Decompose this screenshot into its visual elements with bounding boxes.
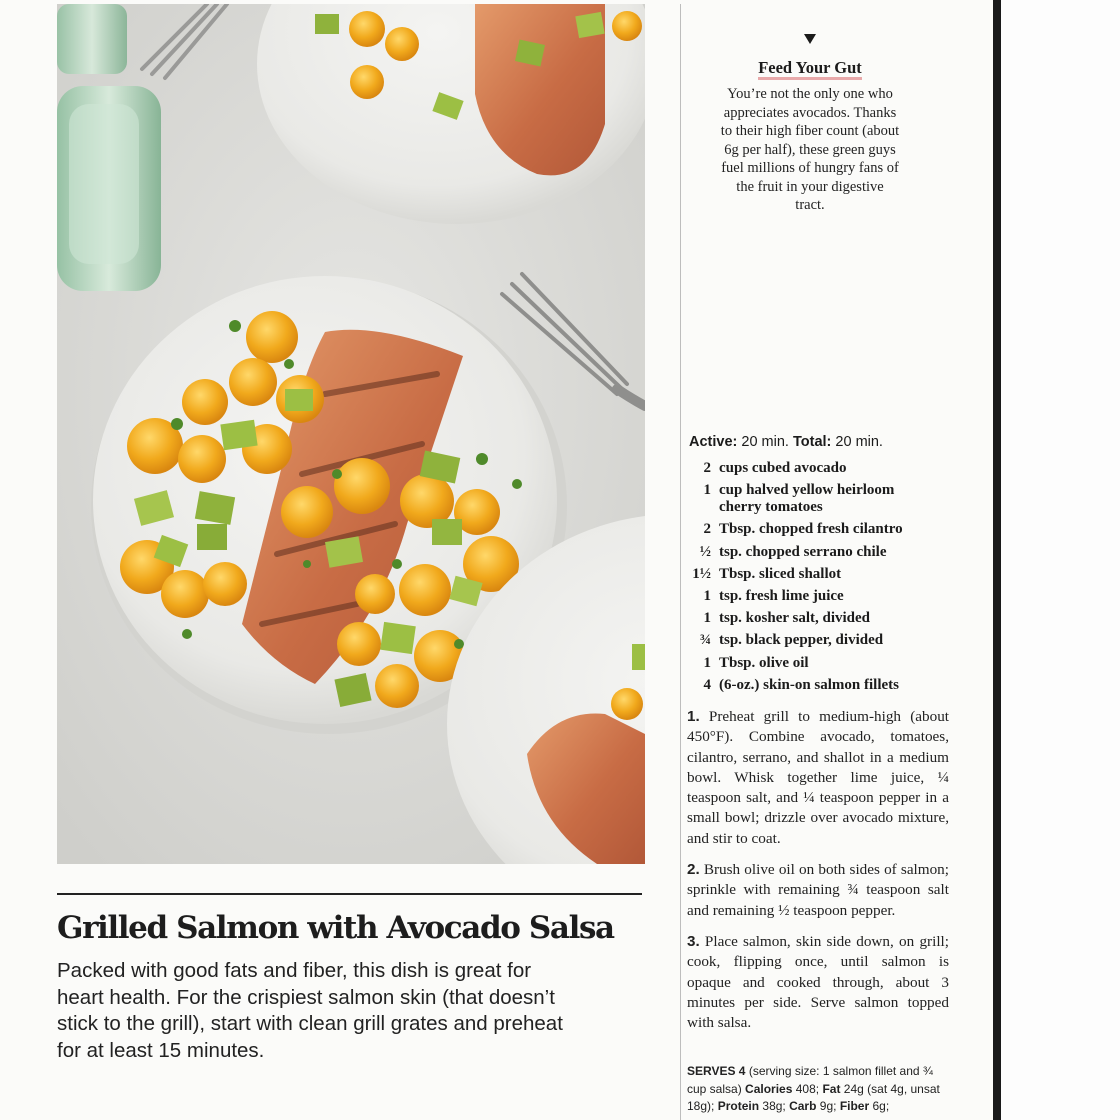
title-rule <box>57 893 642 895</box>
total-label: Total: <box>792 434 832 450</box>
scan-margin <box>1001 0 1120 1120</box>
step-number: 2. <box>687 861 700 879</box>
ingredient-qty: 1 <box>703 587 711 604</box>
step-1 <box>687 707 949 849</box>
sidebar-title-text: Feed Your Gut <box>758 58 862 80</box>
recipe-times <box>689 433 883 451</box>
glass-top <box>57 4 127 74</box>
step-2 <box>687 860 949 921</box>
ingredient-text: tsp. kosher salt, divided <box>719 610 871 627</box>
ingredient-item <box>689 544 989 561</box>
step-text: Preheat grill to medium-high (about 450°F). Combine avocado, tomatoes, cilantro, serrano, and shallot in a medium bowl. Whisk together lime juice, ¼ teaspoon salt, and ¼ teaspoon pepper in a small bowl; drizzle over avocado mixture, and stir to coat. <box>687 708 950 847</box>
ingredient-qty: 2 <box>703 460 711 476</box>
serving-size: (serving size: 1 salmon fillet and ¾ cup salsa) <box>687 1064 933 1096</box>
fiber-label: Fiber <box>839 1099 870 1113</box>
step-number: 1. <box>687 708 700 725</box>
calories-label: Calories <box>745 1081 793 1096</box>
page-edge <box>993 0 1001 1120</box>
food-photo-illustration <box>57 4 645 864</box>
carb-label: Carb <box>789 1099 817 1113</box>
recipe-title: Grilled Salmon with Avocado Salsa <box>57 910 614 946</box>
protein-value: 38g; <box>762 1099 786 1113</box>
active-value: 20 min. <box>741 434 789 450</box>
ingredient-item <box>689 521 989 538</box>
ingredient-text: tsp. black pepper, divided <box>719 632 884 649</box>
column-divider <box>680 4 681 1120</box>
recipe-steps <box>687 707 949 1044</box>
ingredient-text: tsp. chopped serrano chile <box>719 543 887 560</box>
protein-label: Protein <box>717 1099 760 1113</box>
recipe-intro: Packed with good fats and fiber, this dish is great for heart health. For the crispiest salmon skin (that doesn’t stick to the grill), start with clean grill grates and preheat for at least 15 minutes. <box>57 959 563 1062</box>
calories-value: 408; <box>795 1081 820 1096</box>
ingredient-item <box>689 632 989 649</box>
ingredient-text: cup halved yellow heirloom cherry tomatoes <box>719 482 895 516</box>
step-text: Brush olive oil on both sides of salmon; sprinkle with remaining ¾ teaspoon salt and remaining ½ teaspoon pepper. <box>687 861 949 919</box>
fiber-value: 6g; <box>872 1099 890 1113</box>
ingredient-qty: ¾ <box>699 632 711 649</box>
food-photo <box>57 4 645 864</box>
ingredient-text: (6-oz.) skin-on salmon fillets <box>719 676 899 693</box>
ingredient-item <box>689 655 989 672</box>
ingredient-text: tsp. fresh lime juice <box>719 587 844 604</box>
ingredient-text: Tbsp. sliced shallot <box>719 565 842 582</box>
triangle-down-icon <box>804 34 816 44</box>
sidebar-title <box>720 58 900 78</box>
active-label: Active: <box>689 434 738 450</box>
ingredient-item <box>689 482 989 516</box>
ingredient-item <box>689 677 989 694</box>
ingredient-item <box>689 566 989 583</box>
sidebar-body: You’re not the only one who appreciates avocados. Thanks to their high fiber count (about 6g per half), these green guys fuel millions of hungry fans of the fruit in your digestive tract. <box>720 86 900 213</box>
nutrition-info <box>687 1063 949 1116</box>
ingredient-qty: 4 <box>703 676 711 693</box>
fat-label: Fat <box>822 1081 841 1096</box>
ingredient-item <box>689 460 989 477</box>
total-value: 20 min. <box>835 434 883 450</box>
ingredient-text: Tbsp. chopped fresh cilantro <box>719 521 903 538</box>
carb-value: 9g; <box>819 1099 837 1113</box>
ingredient-text: cups cubed avocado <box>719 460 847 476</box>
ingredient-qty: 2 <box>703 521 711 538</box>
fat-value: 24g (sat 4g, unsat 18g); <box>687 1081 940 1113</box>
glass <box>57 86 161 291</box>
serves-label: SERVES 4 <box>687 1064 746 1078</box>
ingredient-item <box>689 610 989 627</box>
ingredient-qty: ½ <box>699 543 711 560</box>
step-text: Place salmon, skin side down, on grill; cook, flipping once, until salmon is opaque and cooked through, about 3 minutes per side. Serve salmon topped with salsa. <box>687 932 949 1032</box>
ingredient-qty: 1 <box>703 654 711 671</box>
ingredient-list <box>689 460 989 699</box>
ingredient-item <box>689 588 989 605</box>
ingredient-qty: 1 <box>703 610 711 627</box>
ingredient-qty: 1 <box>703 482 711 499</box>
ingredient-text: Tbsp. olive oil <box>719 654 809 671</box>
step-3 <box>687 932 949 1033</box>
step-number: 3. <box>687 932 700 950</box>
ingredient-qty: 1½ <box>692 565 711 582</box>
